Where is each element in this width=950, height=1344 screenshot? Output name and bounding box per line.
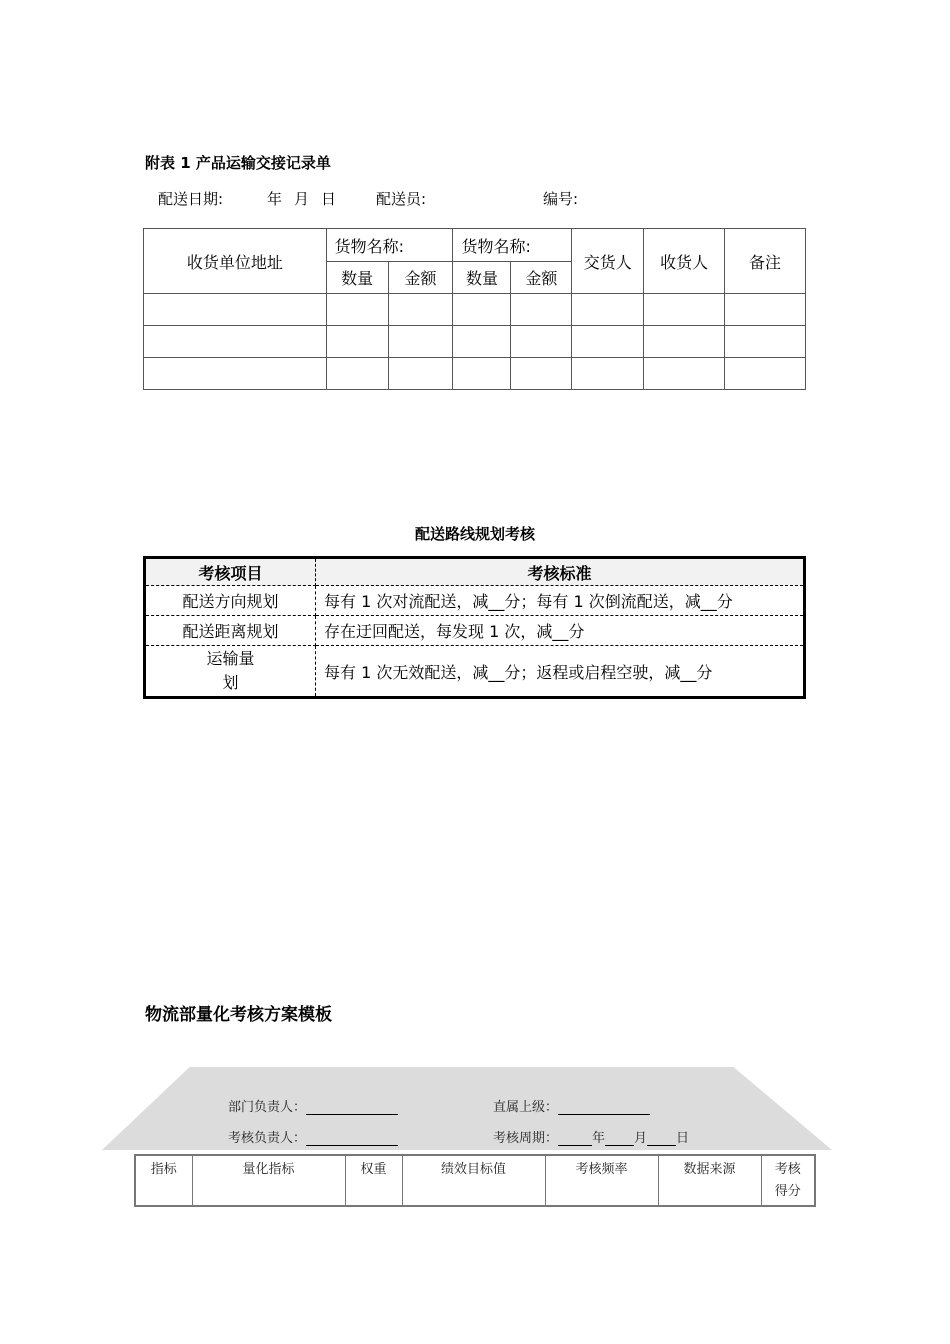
period-month: 月 (634, 1131, 648, 1146)
delivery-date-label: 配送日期: (158, 190, 224, 208)
header-receiver-address: 收货单位地址 (144, 229, 327, 294)
assessor-label: 考核负责人： (228, 1131, 307, 1146)
period-month-blank[interactable] (605, 1131, 634, 1146)
table-row (144, 294, 806, 326)
dept-head-blank[interactable] (306, 1100, 398, 1115)
col-quantified-indicator: 量化指标 (192, 1155, 345, 1206)
assessor-blank[interactable] (306, 1131, 398, 1146)
row-item: 配送方向规划 (145, 586, 316, 616)
period-day: 日 (676, 1131, 690, 1146)
row-standard: 每有 1 次无效配送，减__分；返程或启程空驶，减__分 (316, 646, 805, 698)
superior-label: 直属上级： (493, 1100, 559, 1115)
quantified-assessment-table (134, 1154, 816, 1207)
period-field (493, 1127, 689, 1146)
date-day: 日 (321, 190, 337, 208)
header-amount: 金额 (511, 262, 572, 294)
row-item-line2: 划 (222, 673, 239, 692)
handover-record-table (143, 228, 806, 390)
route-assessment-title: 配送路线规划考核 (414, 525, 535, 543)
table-row (145, 586, 805, 616)
header-handover: 交货人 (572, 229, 644, 294)
period-day-blank[interactable] (647, 1131, 676, 1146)
period-label: 考核周期： (493, 1131, 559, 1146)
superior-field (493, 1096, 650, 1115)
date-year: 年 (267, 190, 283, 208)
col-score (761, 1155, 815, 1206)
col-indicator: 指标 (135, 1155, 192, 1206)
period-year-blank[interactable] (558, 1131, 592, 1146)
header-amount: 金额 (388, 262, 453, 294)
signature-banner (102, 1067, 832, 1150)
header-qty: 数量 (453, 262, 511, 294)
template-title: 物流部量化考核方案模板 (145, 1005, 332, 1025)
row-item-line1: 运输量 (206, 649, 255, 668)
superior-blank[interactable] (558, 1100, 650, 1115)
dept-head-label: 部门负责人： (228, 1100, 307, 1115)
row-standard: 存在迂回配送，每发现 1 次，减__分 (316, 616, 805, 646)
form-title: 附表 1 产品运输交接记录单 (145, 154, 331, 172)
row-item (145, 646, 316, 698)
header-remark: 备注 (725, 229, 806, 294)
deliverer-label: 配送员: (376, 190, 427, 208)
col-frequency: 考核频率 (545, 1155, 658, 1206)
period-year: 年 (592, 1131, 606, 1146)
table-row (145, 646, 805, 698)
dept-head-field (228, 1096, 398, 1115)
header-qty: 数量 (326, 262, 388, 294)
col-target-value: 绩效目标值 (402, 1155, 545, 1206)
table-row (144, 326, 806, 358)
assessor-field (228, 1127, 398, 1146)
header-receiver: 收货人 (644, 229, 725, 294)
header-standard: 考核标准 (316, 558, 805, 586)
header-goods-name-1: 货物名称: (326, 229, 453, 262)
row-standard: 每有 1 次对流配送，减__分；每有 1 次倒流配送，减__分 (316, 586, 805, 616)
row-item: 配送距离规划 (145, 616, 316, 646)
table-row (144, 358, 806, 390)
col-score-line2: 得分 (774, 1184, 801, 1199)
header-goods-name-2: 货物名称: (453, 229, 572, 262)
header-item: 考核项目 (145, 558, 316, 586)
route-assessment-table (143, 556, 806, 699)
col-score-line1: 考核 (774, 1162, 801, 1177)
date-month: 月 (294, 190, 310, 208)
table-row (145, 616, 805, 646)
col-weight: 权重 (345, 1155, 402, 1206)
col-data-source: 数据来源 (658, 1155, 761, 1206)
number-label: 编号: (543, 190, 579, 208)
